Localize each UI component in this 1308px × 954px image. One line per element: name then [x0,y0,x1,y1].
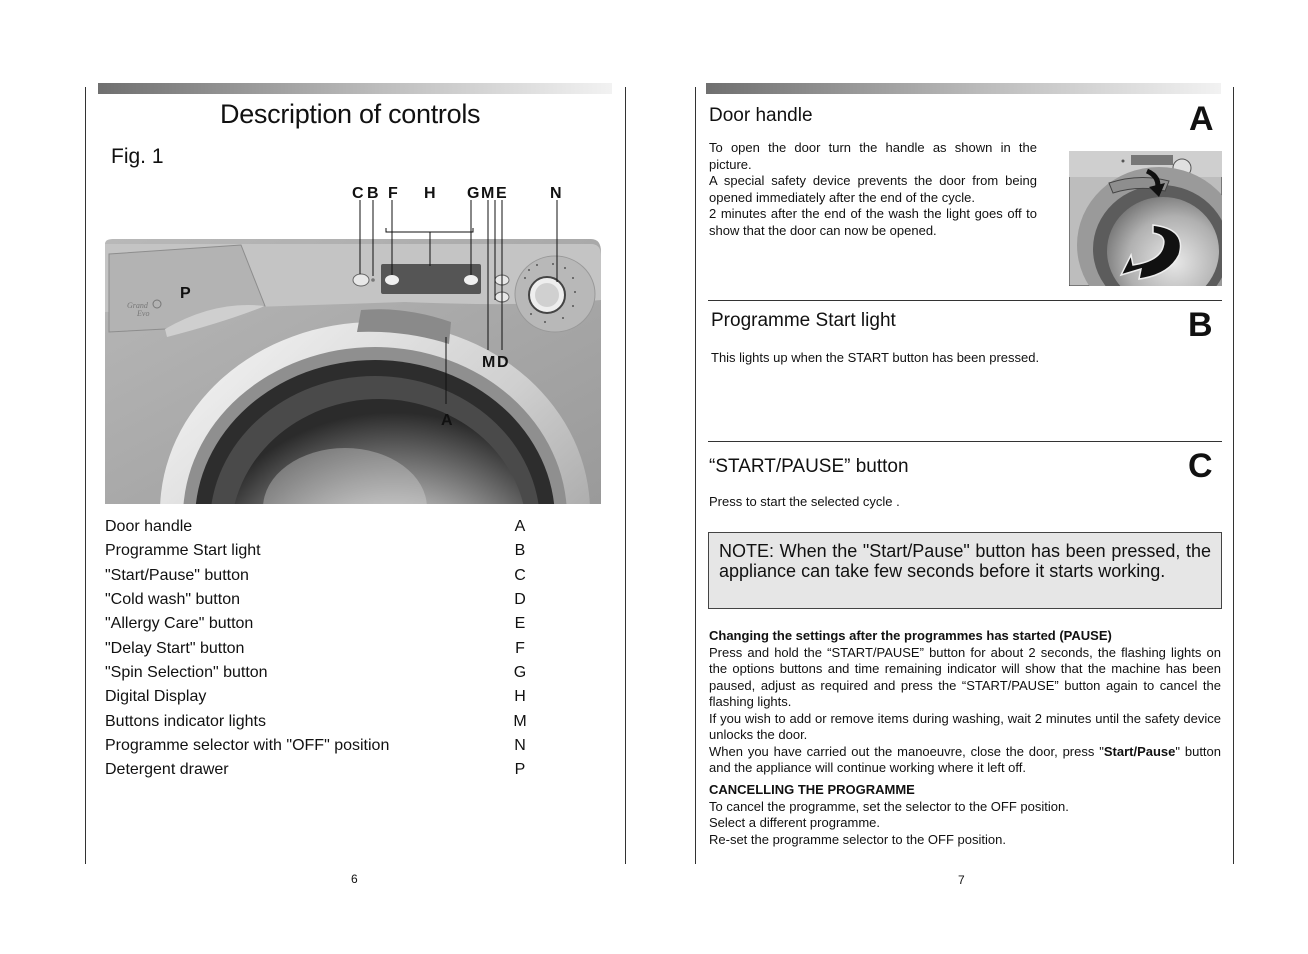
cancel-heading: CANCELLING THE PROGRAMME [709,782,915,797]
list-item [105,737,530,761]
legend-name: "Cold wash" button [105,591,240,608]
left-page-rule-left [85,87,86,864]
legend-name: Digital Display [105,688,207,705]
door-handle-illustration [1069,151,1222,286]
left-header-bar [98,83,612,94]
legend-name: Programme selector with "OFF" position [105,737,390,754]
section-a-text [709,140,1037,239]
callout-a: A [441,412,453,429]
legend-name: Buttons indicator lights [105,713,266,730]
legend-code: G [513,664,527,681]
callout-n: N [550,185,562,202]
list-item [105,591,530,615]
callout-e: E [496,185,507,202]
legend-name: "Allergy Care" button [105,615,254,632]
pause-p3-after: " button and the appliance will continue working where it left off. [709,743,1222,775]
legend-name: "Spin Selection" button [105,664,268,681]
callout-f: F [388,185,398,202]
pause-p3-before: When you have carried out the manoeuvre, close the door, press " [709,743,1104,759]
section-c-letter: C [1188,447,1213,485]
section-a-line: A special safety device prevents the door from being opened immediately after the end of the cycle. [709,173,1037,205]
section-a-letter: A [1189,100,1214,138]
legend-name: "Delay Start" button [105,640,245,657]
callout-h: H [424,185,436,202]
section-a-line: 2 minutes after the end of the wash the light goes off to show that the door can now be opened. [709,206,1037,238]
figure-label: Fig. 1 [111,145,164,168]
legend-code: C [514,567,526,584]
callout-d: D [497,354,509,371]
page-number-left: 6 [351,872,358,886]
pause-paragraph-2: If you wish to add or remove items during washing, wait 2 minutes until the safety device unlocks the door. [709,710,1221,742]
pause-paragraph-1: Press and hold the “START/PAUSE” button for about 2 seconds, the flashing lights on the options buttons and time remaining indicator will show that the machine has been paused, adjust as required and press the “START/PAUSE” button again to cancel the flashing lights. [709,644,1221,709]
legend-name: Programme Start light [105,542,261,559]
cancel-line: Re-set the programme selector to the OFF position. [709,831,1006,847]
list-item [105,615,530,639]
pause-section [709,628,1221,777]
pause-p3-bold: Start/Pause [1103,743,1176,759]
section-c-text: Press to start the selected cycle . [709,494,900,509]
legend-code: N [514,737,526,754]
svg-text:Grand: Grand [127,301,148,310]
section-b-title: Programme Start light [711,310,896,331]
legend-code: B [514,542,526,559]
legend-code: A [514,518,526,535]
right-page-rule-right [1233,87,1234,864]
callout-m-lower: M [482,354,496,371]
cancel-line: To cancel the programme, set the selector to the OFF position. [709,798,1069,814]
callout-c: C [352,185,364,202]
cancel-line: Select a different programme. [709,815,881,830]
right-header-bar [706,83,1221,94]
list-item [105,713,530,737]
list-item [105,567,530,591]
legend-code: M [513,713,527,730]
section-b-letter: B [1188,306,1213,344]
legend-code: H [514,688,526,705]
legend-code: P [514,761,526,778]
legend-name: Door handle [105,518,193,535]
cancel-section [709,782,1221,848]
note-box: NOTE: When the "Start/Pause" button has been pressed, the appliance can take few seconds before it starts working. [708,532,1222,609]
divider-b-c [708,441,1222,442]
page-title: Description of controls [220,99,481,129]
legend-code: F [515,640,525,657]
list-item [105,640,530,664]
legend-code: D [514,591,526,608]
section-a-title: Door handle [709,105,813,126]
list-item [105,542,530,566]
page-number-right: 7 [958,873,965,887]
pause-heading: Changing the settings after the programmes has started (PAUSE) [709,628,1112,643]
callout-p: P [180,285,191,302]
right-page-rule-left [695,87,696,864]
section-b-text: This lights up when the START button has been pressed. [711,350,1040,365]
legend-code: E [514,615,526,632]
list-item [105,688,530,712]
callout-m: M [481,185,495,202]
section-c-title: “START/PAUSE” button [709,456,909,477]
list-item [105,761,530,785]
callout-g: G [467,185,480,202]
legend-name: Detergent drawer [105,761,229,778]
left-page-rule-right [625,87,626,864]
list-item [105,664,530,688]
legend-name: "Start/Pause" button [105,567,249,584]
divider-a-b [708,300,1222,301]
pause-paragraph-3 [709,744,1221,777]
list-item [105,518,530,542]
section-a-line: To open the door turn the handle as shown in the picture. [709,140,1037,172]
washing-machine-illustration [105,182,601,504]
callout-b: B [367,185,379,202]
svg-text:Evo: Evo [137,309,150,318]
